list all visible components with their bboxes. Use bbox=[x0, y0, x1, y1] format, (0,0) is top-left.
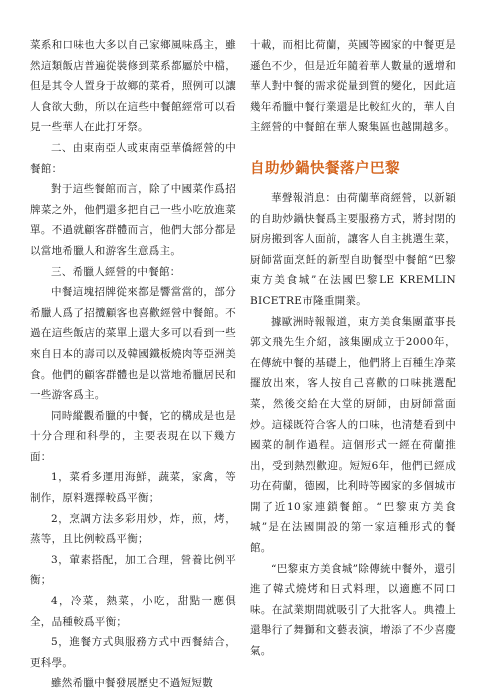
list-item: 3，葷素搭配，加工合理，營養比例平衡； bbox=[30, 553, 236, 587]
paragraph: 中餐這塊招牌從來都是響當當的，部分希臘人爲了招攬顧客也喜歡經營中餐館。不過在這些飯店的菜單上還大多可以看到一些來自日本的壽司以及韓國鐵板燒肉等亞洲美食。他們的顧客群體也是以當地希臘居民和一些游客爲主。 bbox=[30, 286, 236, 402]
list-item: 5，進餐方式與服務方式中西餐結合，更科學。 bbox=[30, 636, 236, 669]
left-column bbox=[30, 35, 236, 694]
right-column bbox=[250, 35, 456, 662]
paragraph: 同時縱觀希臘的中餐，它的構成是也是十分合理和科學的，主要表現在以下幾方面： bbox=[30, 409, 236, 463]
paragraph: 十載，而相比荷蘭，英國等國家的中餐更是遜色不少，但是近年隨着華人數量的遞增和華人對中餐的需求從量到質的變化，因此這幾年希臘中餐行業還是比較紅火的，華人自主經營的中餐館在華人聚集區也越開越多。 bbox=[250, 39, 456, 134]
paragraph: 華聲報消息：由荷蘭華商經營，以新穎的自助炒鍋快餐爲主要服務方式，將封閉的厨房搬到客人面前，讓客人自主挑選生菜，厨師當面烹飪的新型自助餐型中餐館“巴黎東方美食城”在法國巴黎LE KREMLIN BICETRE市隆重開業。 bbox=[250, 191, 456, 307]
list-item: 2，烹調方法多彩用炒，炸，煎，烤，蒸等，且比例較爲平衡； bbox=[30, 512, 236, 546]
list-item: 4，冷菜，熱菜，小吃，甜點一應俱全，品種較爲平衡； bbox=[30, 595, 236, 628]
section-heading: 二、由東南亞人或東南亞華僑經營的中餐館： bbox=[30, 141, 236, 175]
article-title: 自助炒鍋快餐落户巴黎 bbox=[250, 159, 400, 177]
section-heading: 三、希臘人經營的中餐館： bbox=[51, 265, 181, 278]
paragraph: 對于這些餐館而言，除了中國菜作爲招牌菜之外，他們還多把自己一些小吃放進菜單。不過就顧客群體而言，他們大部分都是以當地希臘人和游客生意爲主。 bbox=[30, 183, 236, 257]
paragraph: 雖然希臘中餐發展歷史不過短短數 bbox=[51, 677, 213, 690]
paragraph: 菜系和口味也大多以自己家鄉風味爲主，雖然這類飯店普遍從裝修到菜系都屬於中檔，但是其令人置身于故鄉的菜肴，照例可以讓人食欲大動，所以在這些中餐館經常可以看見一些華人在此打牙祭。 bbox=[30, 39, 236, 134]
list-item: 1，菜肴多運用海鮮，蔬菜，家禽，等制作，原料選擇較爲平衡； bbox=[30, 471, 236, 505]
paragraph: 據歐洲時報報道，東方美食集團董事長郭文飛先生介紹，該集團成立于2000年，在傳統中餐的基礎上，他們將上百種生净菜擺放出來，客人按自己喜歡的口味挑選配菜，然後交給在大堂的厨師，由厨師當面炒。這樣既符合客人的口味，也清楚看到中國菜的制作過程。這個形式一經在荷蘭推出，受到熱烈歡迎。短短6年，他們已經成功在荷蘭，德國，比利時等國家的多個城市開了近10家連鎖餐館。“巴黎東方美食城”是在法國開設的第一家這種形式的餐館。 bbox=[250, 315, 456, 555]
paragraph: “巴黎東方美食城”除傳統中餐外，還引進了韓式燒烤和日式料理，以適應不同口味。在試業期間就吸引了大批客人。典禮上還舉行了舞獅和文藝表演，增添了不少喜慶氣。 bbox=[250, 562, 456, 658]
